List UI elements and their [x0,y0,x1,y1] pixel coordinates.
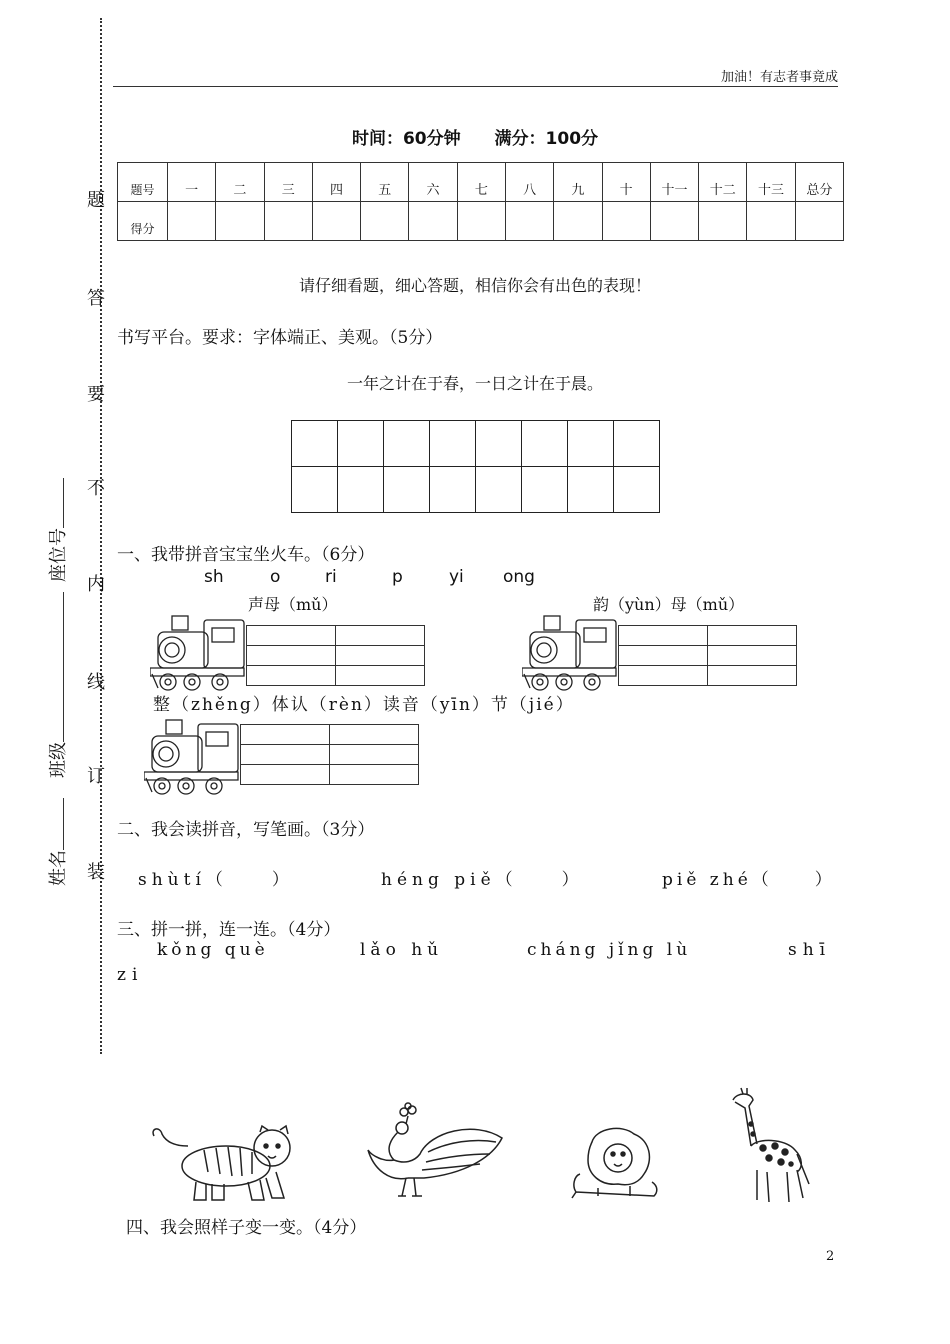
seat-field[interactable]: 座位号 [44,478,70,582]
header-rule [113,86,838,87]
header-motto: 加油！有志者事竟成 [720,70,838,85]
pinyin-word: cháng jǐng lù [527,940,692,960]
table-cell: 得分 [118,202,168,241]
q4-title: 四、我会照样子变一变。（4分） [126,1218,367,1238]
syllable: o [270,567,281,587]
score-cell[interactable] [795,202,843,241]
whole-syllable-answer-grid[interactable] [240,724,419,785]
q1-title: 一、我带拼音宝宝坐火车。（6分） [117,545,375,565]
margin-char: 装 [87,862,105,883]
peacock-icon[interactable] [364,1102,506,1204]
table-cell: 十二 [699,163,747,202]
table-cell: 总分 [795,163,843,202]
table-cell: 十一 [650,163,698,202]
table-row [118,163,844,202]
initials-answer-grid[interactable] [246,625,425,686]
writing-grid[interactable] [291,420,660,513]
name-field[interactable]: 姓名 [44,798,70,886]
syllable: ong [503,567,535,587]
finals-answer-grid[interactable] [618,625,797,686]
table-cell: 四 [312,163,360,202]
writing-instruction: 书写平台。要求：字体端正、美观。（5分） [117,328,443,348]
table-cell: 五 [361,163,409,202]
syllable: ri [325,567,337,587]
lion-icon[interactable] [570,1126,660,1204]
margin-char: 不 [87,478,105,499]
table-cell: 七 [457,163,505,202]
pinyin-word: shī [788,940,832,960]
giraffe-icon[interactable] [727,1084,819,1206]
score-cell[interactable] [457,202,505,241]
page-number: 2 [826,1249,835,1264]
train-icon [522,612,620,692]
table-cell: 题号 [118,163,168,202]
margin-char: 订 [87,766,105,787]
table-row [118,202,844,241]
exam-full-score: 满分：100分 [494,129,599,149]
initials-label: 声母（mǔ） [248,595,338,614]
train-icon [144,716,242,796]
q2-title: 二、我会读拼音，写笔画。（3分） [117,820,375,840]
margin-char: 内 [87,574,105,595]
table-cell: 二 [216,163,264,202]
stroke-item[interactable]: shùtí（ ） [138,870,294,890]
table-cell: 三 [264,163,312,202]
table-cell: 九 [554,163,602,202]
train-icon [150,612,248,692]
margin-char: 要 [87,384,105,405]
table-cell: 六 [409,163,457,202]
score-cell[interactable] [168,202,216,241]
whole-syllable-label: 整（zhěng）体认（rèn）读音（yīn）节（jié） [153,695,575,715]
table-cell: 八 [505,163,553,202]
score-cell[interactable] [216,202,264,241]
score-table [117,162,844,241]
exam-info [0,124,950,149]
margin-char: 答 [87,288,105,309]
exam-time: 时间：60分钟 [351,129,461,149]
writing-sentence: 一年之计在于春，一日之计在于晨。 [346,374,603,393]
q3-title: 三、拼一拼，连一连。（4分） [117,920,341,940]
pinyin-word-wrap: zi [117,965,144,985]
score-cell[interactable] [409,202,457,241]
syllable: yi [449,567,464,587]
score-cell[interactable] [312,202,360,241]
binding-dotted-line [100,18,102,1054]
score-cell[interactable] [650,202,698,241]
table-cell: 十三 [747,163,795,202]
stroke-item[interactable]: héng piě（ ） [381,870,584,890]
syllable: sh [204,567,224,587]
class-field[interactable]: 班级 [44,592,70,778]
table-cell: 一 [168,163,216,202]
score-cell[interactable] [699,202,747,241]
encouragement: 请仔细看题，细心答题，相信你会有出色的表现！ [298,276,651,295]
score-cell[interactable] [602,202,650,241]
tiger-icon[interactable] [148,1122,300,1204]
score-cell[interactable] [264,202,312,241]
finals-label: 韵（yùn）母（mǔ） [593,595,745,614]
margin-char: 题 [87,190,105,211]
score-cell[interactable] [554,202,602,241]
stroke-item[interactable]: piě zhé（ ） [662,870,836,890]
score-cell[interactable] [747,202,795,241]
score-cell[interactable] [505,202,553,241]
pinyin-word: kǒng què [157,940,269,960]
syllable: p [392,567,403,587]
score-cell[interactable] [361,202,409,241]
margin-char: 线 [87,672,105,693]
pinyin-word: lǎo hǔ [360,940,444,960]
table-cell: 十 [602,163,650,202]
